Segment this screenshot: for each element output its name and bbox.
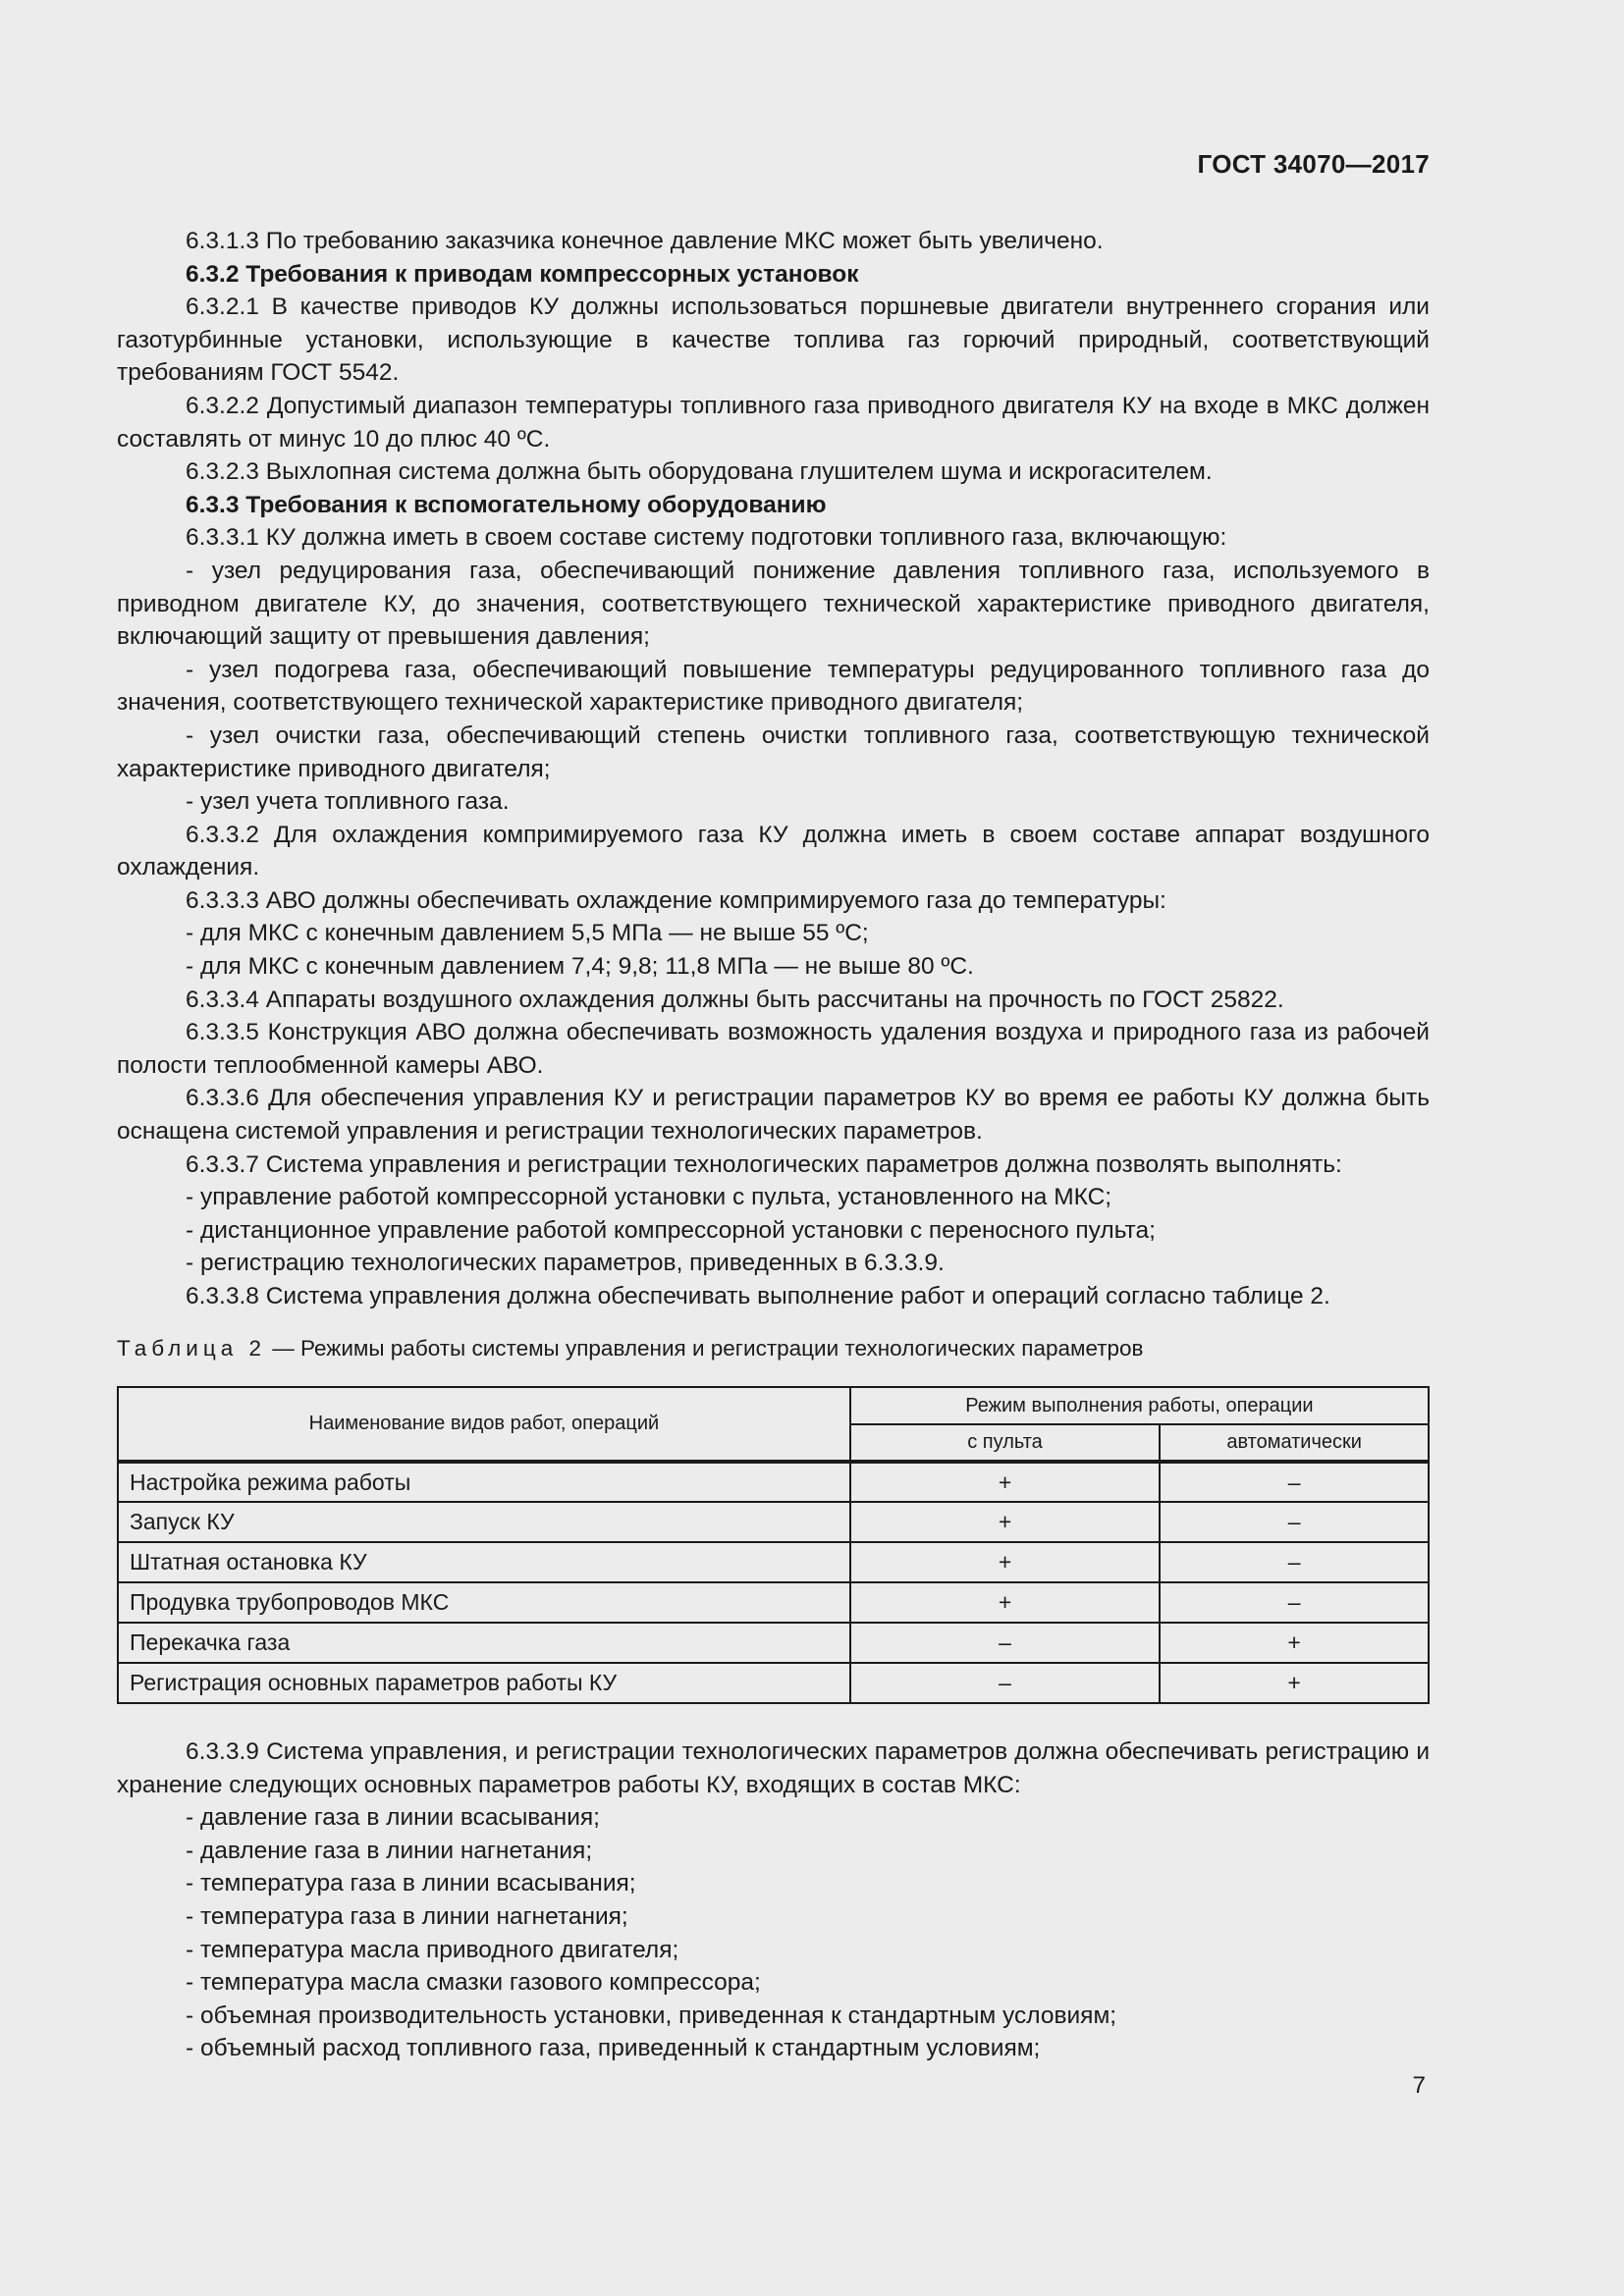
table-row bbox=[118, 1542, 1429, 1582]
table-row bbox=[118, 1663, 1429, 1703]
paragraph: 6.3.3.8 Система управления должна обеспечивать выполнение работ и операций согласно таблице 2. bbox=[186, 1283, 1330, 1309]
paragraph: - температура масла смазки газового компрессора; bbox=[186, 1969, 761, 1997]
table-cell-auto: – bbox=[1160, 1542, 1429, 1582]
table-cell-name: Штатная остановка КУ bbox=[118, 1542, 850, 1582]
header-work-name: Наименование видов работ, операций bbox=[118, 1387, 850, 1462]
table-cell-manual: + bbox=[850, 1502, 1160, 1542]
body-text-section-2 bbox=[117, 1735, 1430, 2065]
header-manual: с пульта bbox=[850, 1424, 1160, 1462]
paragraph: - узел редуцирования газа, обеспечивающий понижение давления топливного газа, используемого в приводном двигателе КУ, до значения, соответствующего технической характеристике приводного двигателя, включающий защиту от превышения давления; bbox=[117, 557, 1430, 651]
page-number: 7 bbox=[1412, 2072, 1426, 2099]
paragraph: - температура газа в линии нагнетания; bbox=[186, 1902, 628, 1930]
table-caption-label: Таблица 2 bbox=[117, 1336, 266, 1361]
table-row bbox=[118, 1623, 1429, 1663]
table-cell-name: Продувка трубопроводов МКС bbox=[118, 1582, 850, 1623]
table-cell-auto: + bbox=[1160, 1623, 1429, 1663]
paragraph: - температура масла приводного двигателя; bbox=[186, 1936, 679, 1963]
table-caption bbox=[117, 1336, 1144, 1362]
paragraph: - дистанционное управление работой компрессорной установки с переносного пульта; bbox=[186, 1216, 1156, 1244]
paragraph: 6.3.1.3 По требованию заказчика конечное давление МКС может быть увеличено. bbox=[186, 228, 1104, 254]
table-cell-manual: + bbox=[850, 1582, 1160, 1623]
paragraph: - узел очистки газа, обеспечивающий степень очистки топливного газа, соответствующую технической характеристике приводного двигателя; bbox=[117, 721, 1430, 782]
paragraph: 6.3.3.4 Аппараты воздушного охлаждения должны быть рассчитаны на прочность по ГОСТ 25822. bbox=[186, 986, 1284, 1013]
paragraph: - регистрацию технологических параметров, приведенных в 6.3.3.9. bbox=[186, 1250, 945, 1277]
table-row bbox=[118, 1502, 1429, 1542]
table-row bbox=[118, 1582, 1429, 1623]
standard-number: ГОСТ 34070—2017 bbox=[1197, 149, 1430, 179]
table-cell-manual: + bbox=[850, 1462, 1160, 1502]
table-cell-auto: – bbox=[1160, 1502, 1429, 1542]
table-caption-text: — Режимы работы системы управления и регистрации технологических параметров bbox=[266, 1336, 1144, 1361]
paragraph: - для МКС с конечным давлением 7,4; 9,8; 11,8 МПа — не выше 80 ºС. bbox=[186, 953, 974, 981]
header-mode: Режим выполнения работы, операции bbox=[850, 1387, 1429, 1424]
paragraph: - температура газа в линии всасывания; bbox=[186, 1870, 636, 1897]
paragraph: 6.3.3 Требования к вспомогательному оборудованию bbox=[186, 491, 827, 518]
paragraph: 6.3.3.5 Конструкция АВО должна обеспечивать возможность удаления воздуха и природного газа из рабочей полости теплообменной камеры АВО. bbox=[117, 1019, 1430, 1079]
paragraph: 6.3.2.2 Допустимый диапазон температуры топливного газа приводного двигателя КУ на входе в МКС должен составлять от минус 10 до плюс 40 ºС. bbox=[117, 392, 1430, 453]
paragraph: - узел подогрева газа, обеспечивающий повышение температуры редуцированного топливного газа до значения, соответствующего технической характеристике приводного двигателя; bbox=[117, 656, 1430, 717]
table-row bbox=[118, 1462, 1429, 1502]
table-cell-name: Перекачка газа bbox=[118, 1623, 850, 1663]
paragraph: 6.3.3.3 АВО должны обеспечивать охлаждение компримируемого газа до температуры: bbox=[186, 886, 1166, 914]
paragraph: 6.3.2.1 В качестве приводов КУ должны использоваться поршневые двигатели внутреннего сгорания или газотурбинные установки, использующие в качестве топлива газ горючий природный, соответствующий требованиям ГОСТ 5542. bbox=[117, 294, 1430, 387]
table-cell-manual: + bbox=[850, 1542, 1160, 1582]
paragraph: - объемная производительность установки, приведенная к стандартным условиям; bbox=[186, 2002, 1117, 2029]
paragraph: 6.3.2.3 Выхлопная система должна быть оборудована глушителем шума и искрогасителем. bbox=[186, 458, 1213, 486]
paragraph: - давление газа в линии нагнетания; bbox=[186, 1837, 593, 1864]
header-auto: автоматически bbox=[1160, 1424, 1429, 1462]
table-cell-manual: – bbox=[850, 1663, 1160, 1703]
table-cell-name: Запуск КУ bbox=[118, 1502, 850, 1542]
table-cell-auto: + bbox=[1160, 1663, 1429, 1703]
paragraph: - объемный расход топливного газа, приведенный к стандартным условиям; bbox=[186, 2035, 1041, 2062]
table-cell-name: Регистрация основных параметров работы КУ bbox=[118, 1663, 850, 1703]
paragraph: 6.3.3.2 Для охлаждения компримируемого газа КУ должна иметь в своем составе аппарат воздушного охлаждения. bbox=[117, 821, 1430, 881]
paragraph: - узел учета топливного газа. bbox=[186, 788, 510, 816]
paragraph: 6.3.2 Требования к приводам компрессорных установок bbox=[186, 260, 859, 288]
paragraph: 6.3.3.7 Система управления и регистрации технологических параметров должна позволять выполнять: bbox=[186, 1150, 1342, 1178]
body-text-section-1 bbox=[117, 225, 1430, 1313]
table-cell-manual: – bbox=[850, 1623, 1160, 1663]
paragraph: - давление газа в линии всасывания; bbox=[186, 1804, 600, 1832]
paragraph: 6.3.3.6 Для обеспечения управления КУ и регистрации параметров КУ во время ее работы КУ должна быть оснащена системой управления и регистрации технологических параметров. bbox=[117, 1085, 1430, 1146]
table-cell-auto: – bbox=[1160, 1462, 1429, 1502]
table-cell-auto: – bbox=[1160, 1582, 1429, 1623]
modes-table bbox=[117, 1386, 1430, 1704]
paragraph: 6.3.3.1 КУ должна иметь в своем составе систему подготовки топливного газа, включающую: bbox=[186, 524, 1227, 552]
table-cell-name: Настройка режима работы bbox=[118, 1462, 850, 1502]
paragraph: - для МКС с конечным давлением 5,5 МПа — не выше 55 ºС; bbox=[186, 920, 869, 947]
paragraph: 6.3.3.9 Система управления, и регистрации технологических параметров должна обеспечивать регистрацию и хранение следующих основных параметров работы КУ, входящих в состав МКС: bbox=[117, 1738, 1430, 1798]
paragraph: - управление работой компрессорной установки с пульта, установленного на МКС; bbox=[186, 1184, 1112, 1211]
